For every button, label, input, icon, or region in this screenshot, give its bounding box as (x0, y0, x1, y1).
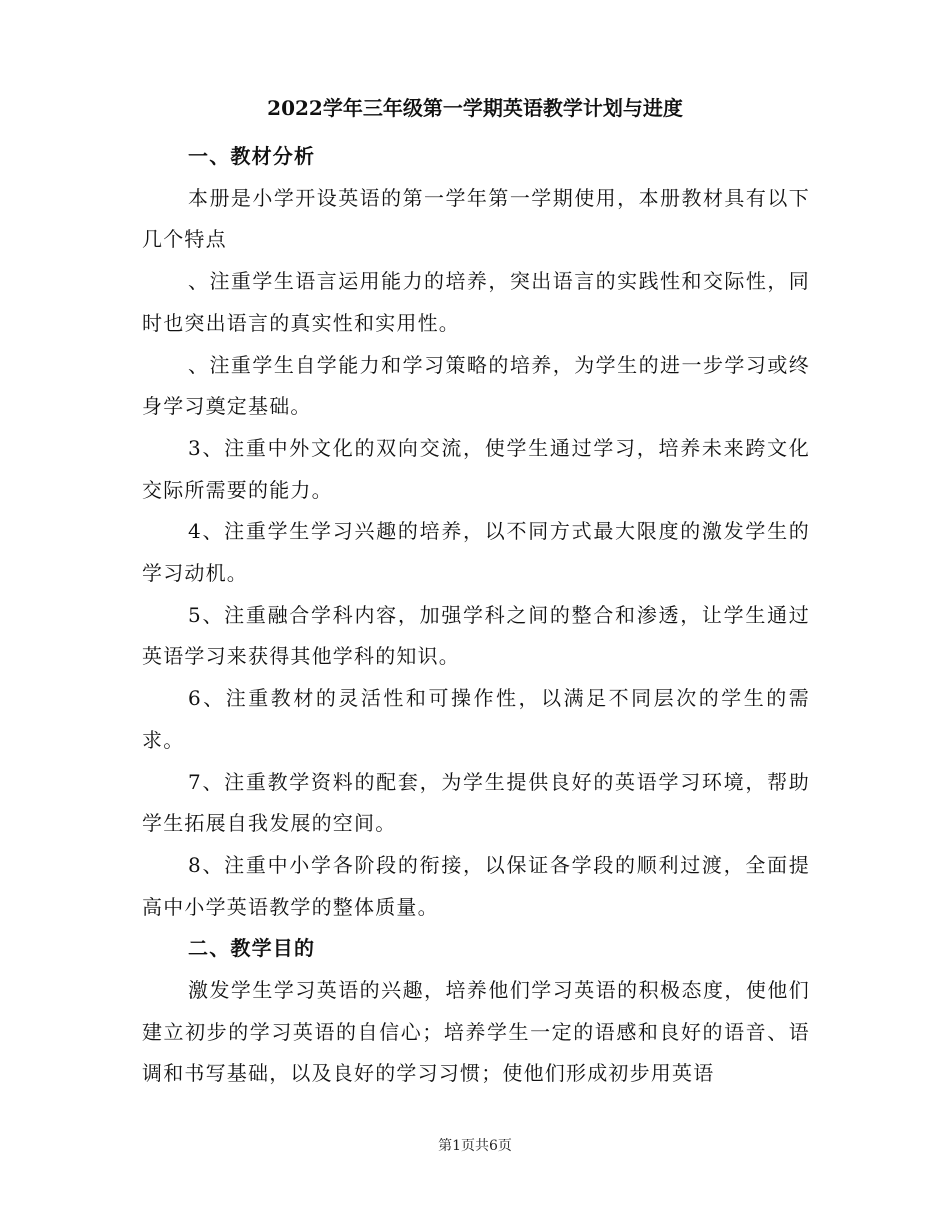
paragraph-feature-4: 4、注重学生学习兴趣的培养，以不同方式最大限度的激发学生的学习动机。 (142, 519, 810, 586)
paragraph-feature-2: 、注重学生自学能力和学习策略的培养，为学生的进一步学习或终身学习奠定基础。 (142, 352, 810, 419)
document-body (142, 136, 810, 1095)
paragraph-intro: 本册是小学开设英语的第一学年第一学期使用，本册教材具有以下几个特点 (142, 185, 810, 252)
paragraph-feature-5: 5、注重融合学科内容，加强学科之间的整合和渗透，让学生通过英语学习来获得其他学科的知识。 (142, 602, 810, 669)
page-number-footer: 第1页共6页 (438, 1138, 512, 1154)
paragraph-feature-7: 7、注重教学资料的配套，为学生提供良好的英语学习环境，帮助学生拓展自我发展的空间。 (142, 769, 810, 836)
paragraph-feature-6: 6、注重教材的灵活性和可操作性，以满足不同层次的学生的需求。 (142, 686, 810, 752)
paragraph-feature-1: 、注重学生语言运用能力的培养，突出语言的实践性和交际性，同时也突出语言的真实性和实用性。 (142, 269, 810, 335)
section-heading-textbook-analysis: 一、教材分析 (188, 144, 316, 168)
paragraph-teaching-goals: 激发学生学习英语的兴趣，培养他们学习英语的积极态度，使他们建立初步的学习英语的自信心；培养学生一定的语感和良好的语音、语调和书写基础，以及良好的学习习惯；使他们形成初步用英语 (142, 978, 810, 1086)
section-heading-teaching-goals: 二、教学目的 (188, 936, 316, 961)
document-title: 2022学年三年级第一学期英语教学计划与进度 (267, 96, 683, 120)
paragraph-feature-8: 8、注重中小学各阶段的衔接，以保证各学段的顺利过渡，全面提高中小学英语教学的整体质量。 (142, 852, 810, 919)
paragraph-feature-3: 3、注重中外文化的双向交流，使学生通过学习，培养未来跨文化交际所需要的能力。 (142, 435, 810, 502)
